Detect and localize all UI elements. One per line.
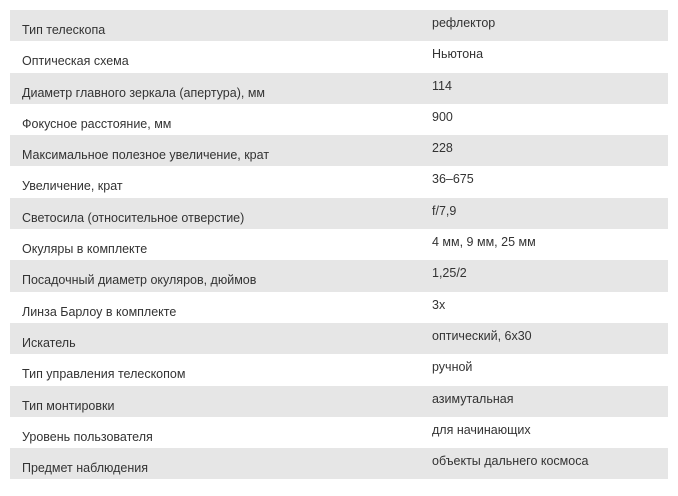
spec-label: Фокусное расстояние, мм <box>22 116 172 131</box>
table-row <box>10 104 668 135</box>
spec-label: Предмет наблюдения <box>10 448 428 479</box>
spec-label: Увеличение, крат <box>22 179 123 194</box>
spec-value: азимутальная <box>428 386 668 417</box>
spec-value: 228 <box>428 135 668 166</box>
table-row <box>10 417 668 448</box>
table-row <box>10 73 668 104</box>
table-row <box>10 10 668 41</box>
spec-label: Искатель <box>10 323 428 354</box>
spec-value: 36–675 <box>432 172 474 187</box>
spec-table <box>10 10 668 479</box>
spec-label: Диаметр главного зеркала (апертура), мм <box>10 73 428 104</box>
table-row <box>10 166 668 197</box>
spec-value: 1,25/2 <box>428 260 668 291</box>
spec-value: 900 <box>432 109 453 124</box>
spec-label: Уровень пользователя <box>22 429 153 444</box>
spec-value: ручной <box>432 360 473 375</box>
table-row <box>10 198 668 229</box>
spec-label: Посадочный диаметр окуляров, дюймов <box>10 260 428 291</box>
table-row <box>10 135 668 166</box>
table-row <box>10 292 668 323</box>
spec-value: f/7,9 <box>428 198 668 229</box>
spec-label: Тип телескопа <box>10 10 428 41</box>
spec-value: 3x <box>432 297 446 312</box>
spec-value: рефлектор <box>428 10 668 41</box>
spec-value: для начинающих <box>432 422 531 437</box>
table-row <box>10 386 668 417</box>
table-row <box>10 260 668 291</box>
spec-label: Тип управления телескопом <box>22 367 186 382</box>
table-row <box>10 354 668 385</box>
spec-table-container <box>10 10 668 479</box>
spec-value: оптический, 6x30 <box>428 323 668 354</box>
spec-value: 4 мм, 9 мм, 25 мм <box>432 235 536 250</box>
spec-label: Оптическая схема <box>22 54 129 69</box>
table-row <box>10 41 668 72</box>
spec-label: Окуляры в комплекте <box>22 242 148 257</box>
spec-table-body <box>10 10 668 479</box>
spec-label: Максимальное полезное увеличение, крат <box>10 135 428 166</box>
spec-label: Светосила (относительное отверстие) <box>10 198 428 229</box>
spec-value: объекты дальнего космоса <box>428 448 668 479</box>
table-row <box>10 229 668 260</box>
spec-label: Тип монтировки <box>10 386 428 417</box>
spec-value: 114 <box>428 73 668 104</box>
spec-value: Ньютона <box>432 47 484 62</box>
table-row <box>10 448 668 479</box>
table-row <box>10 323 668 354</box>
spec-label: Линза Барлоу в комплекте <box>22 304 177 319</box>
